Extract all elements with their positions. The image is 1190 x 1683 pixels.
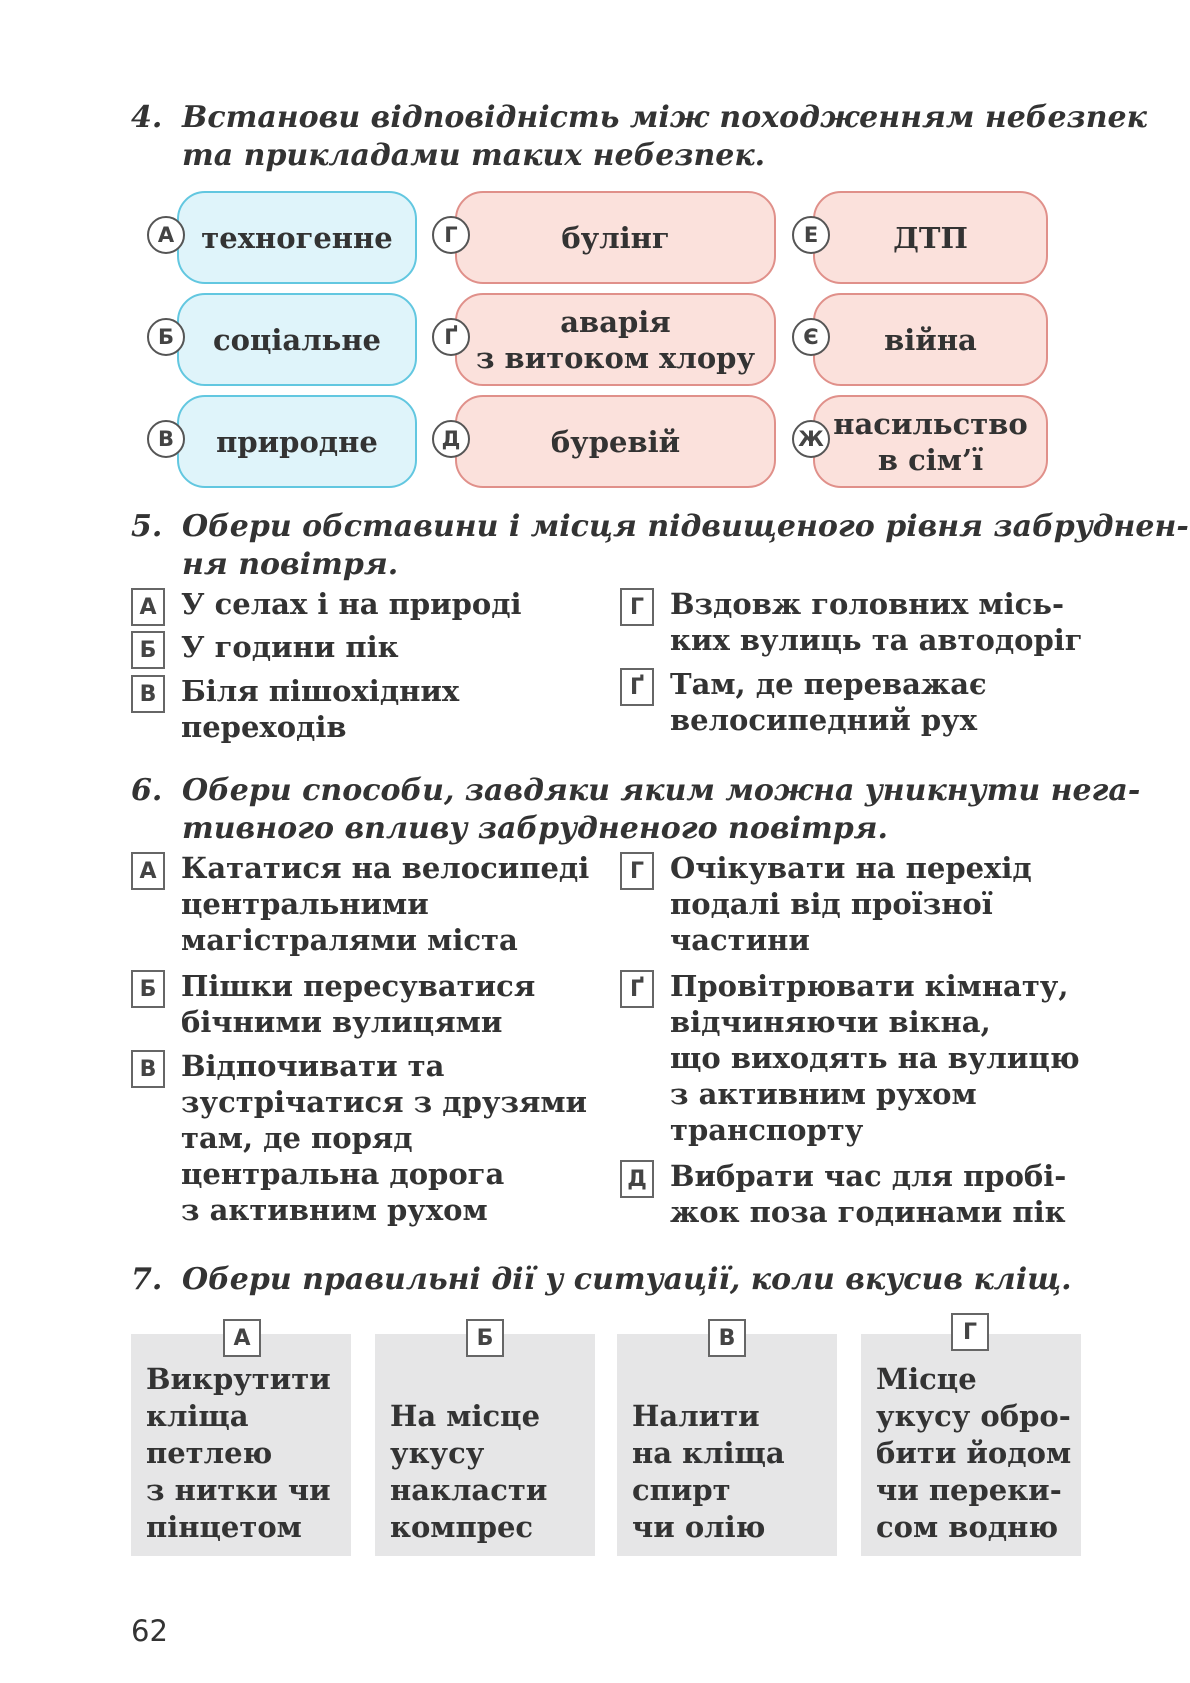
answer-box-b[interactable]: Б <box>131 631 165 669</box>
example-option-zh[interactable]: насильство в сім’ї <box>813 395 1048 488</box>
card-text: Налити на кліща спирт чи олію <box>632 1399 785 1544</box>
example-option-e[interactable]: ДТП <box>813 191 1048 284</box>
option-text: Відпочивати та зустрічатися з друзями там, де поряд центральна дорога з активним рухом <box>181 1049 588 1227</box>
card-text: Викрутити кліща петлею з нитки чи пінцетом <box>146 1362 331 1544</box>
example-option-g[interactable]: булінг <box>455 191 776 284</box>
letter-circle-gh: Ґ <box>432 318 470 356</box>
action-card-g <box>861 1334 1081 1556</box>
option-text: Вибрати час для пробі- жок поза годинами пік <box>670 1159 1067 1229</box>
action-card-a <box>131 1334 351 1556</box>
question-number: 7. <box>131 1262 163 1297</box>
answer-box-g[interactable]: Г <box>951 1313 989 1351</box>
answer-box-d[interactable]: Д <box>620 1160 654 1198</box>
example-option-ye[interactable]: війна <box>813 293 1048 386</box>
option-text: Кататися на велосипеді центральними магістралями міста <box>181 851 590 957</box>
origin-option-a[interactable]: техногенне <box>177 191 417 284</box>
option-text: Там, де переважає велосипедний рух <box>670 667 987 737</box>
question-text: Обери обставини і місця підвищеного рівня забруднен- ня повітря. <box>182 509 1189 582</box>
origin-option-v[interactable]: природне <box>177 395 417 488</box>
action-card-b <box>375 1334 595 1556</box>
question-text: Обери правильні дії у ситуації, коли вкусив кліщ. <box>182 1262 1072 1297</box>
answer-box-v[interactable]: В <box>131 675 165 713</box>
answer-box-b[interactable]: Б <box>131 970 165 1008</box>
answer-box-b[interactable]: Б <box>466 1319 504 1357</box>
option-text: У селах і на природі <box>181 587 522 621</box>
option-text: Провітрювати кімнату, відчиняючи вікна, що виходять на вулицю з активним рухом транспорту <box>670 969 1080 1147</box>
letter-circle-v: В <box>147 420 185 458</box>
letter-circle-g: Г <box>432 216 470 254</box>
action-card-v <box>617 1334 837 1556</box>
question-number: 5. <box>131 509 163 544</box>
example-option-d[interactable]: буревій <box>455 395 776 488</box>
question-text: Встанови відповідність між походженням небезпек та прикладами таких небезпек. <box>182 100 1147 173</box>
answer-box-gh[interactable]: Ґ <box>620 970 654 1008</box>
answer-box-v[interactable]: В <box>131 1050 165 1088</box>
letter-circle-a: А <box>147 216 185 254</box>
example-option-gh[interactable]: аварія з витоком хлору <box>455 293 776 386</box>
page-number: 62 <box>131 1614 168 1648</box>
letter-circle-zh: Ж <box>792 420 830 458</box>
answer-box-g[interactable]: Г <box>620 852 654 890</box>
origin-option-b[interactable]: соціальне <box>177 293 417 386</box>
letter-circle-d: Д <box>432 420 470 458</box>
answer-box-a[interactable]: А <box>223 1319 261 1357</box>
option-text: Біля пішохідних переходів <box>181 674 460 744</box>
answer-box-gh[interactable]: Ґ <box>620 668 654 706</box>
option-text: Вздовж головних місь- ких вулиць та автодоріг <box>670 587 1083 657</box>
card-text: На місце укусу накласти компрес <box>390 1399 548 1544</box>
answer-box-v[interactable]: В <box>708 1319 746 1357</box>
letter-circle-ye: Є <box>792 318 830 356</box>
option-text: Очікувати на перехід подалі від проїзної частини <box>670 851 1032 957</box>
question-number: 4. <box>131 100 163 135</box>
option-text: У години пік <box>181 630 399 664</box>
question-number: 6. <box>131 773 163 808</box>
question-text: Обери способи, завдяки яким можна уникнути нега- тивного впливу забрудненого повітря. <box>182 773 1141 846</box>
answer-box-a[interactable]: А <box>131 588 165 626</box>
letter-circle-e: Е <box>792 216 830 254</box>
answer-box-g[interactable]: Г <box>620 588 654 626</box>
answer-box-a[interactable]: А <box>131 852 165 890</box>
card-text: Місце укусу обро- бити йодом чи переки- сом водню <box>876 1362 1072 1544</box>
letter-circle-b: Б <box>147 318 185 356</box>
option-text: Пішки пересуватися бічними вулицями <box>181 969 536 1039</box>
